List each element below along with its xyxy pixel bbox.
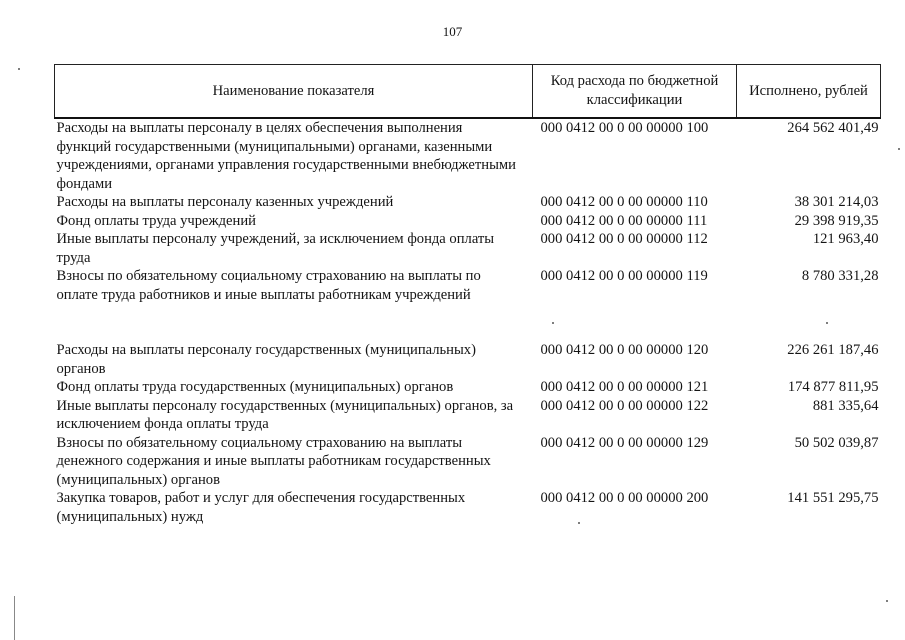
scan-speck	[552, 322, 554, 324]
page-number: 107	[442, 24, 463, 39]
scan-speck	[826, 322, 828, 324]
row-indicator-name: Расходы на выплаты персоналу в целях обеспечения выполнения функций государственными (муниципальными) органами, казенными учреждениями, органами управления государственными внебюджетными фондами	[56, 120, 516, 192]
scan-speck	[898, 148, 900, 150]
row-indicator-name: Закупка товаров, работ и услуг для обеспечения государственных (муниципальных) нужд	[56, 490, 466, 525]
row-budget-code: 000 0412 00 0 00 00000 129	[540, 434, 709, 451]
row-executed-amount: 264 562 401,49	[787, 120, 879, 136]
row-budget-code: 000 0412 00 0 00 00000 200	[540, 490, 709, 506]
row-executed-amount: 226 261 187,46	[787, 342, 879, 358]
row-executed-amount: 121 963,40	[812, 231, 879, 247]
scan-speck	[578, 522, 580, 524]
table-row	[55, 212, 881, 231]
row-budget-code: 000 0412 00 0 00 00000 111	[540, 212, 708, 229]
row-indicator-name: Взносы по обязательному социальному страхованию на выплаты по оплате труда работников и иные выплаты работникам учреждений	[56, 268, 481, 303]
row-budget-code: 000 0412 00 0 00 00000 120	[540, 342, 709, 358]
header-indicator-name: Наименование показателя	[55, 65, 533, 119]
row-indicator-name: Иные выплаты персоналу государственных (муниципальных) органов, за исключением фонда оплаты труда	[56, 397, 514, 432]
scan-speck	[886, 600, 888, 602]
table-row	[55, 341, 881, 378]
table-row	[55, 267, 881, 341]
table-body	[55, 118, 881, 526]
row-executed-amount: 50 502 039,87	[794, 434, 879, 451]
row-executed-amount: 174 877 811,95	[787, 379, 879, 395]
row-indicator-name: Расходы на выплаты персоналу казенных учреждений	[56, 194, 394, 210]
scan-edge-line	[14, 596, 15, 640]
row-indicator-name: Фонд оплаты труда учреждений	[56, 212, 256, 229]
row-indicator-name: Фонд оплаты труда государственных (муниципальных) органов	[56, 379, 454, 395]
row-budget-code: 000 0412 00 0 00 00000 121	[540, 379, 709, 395]
row-indicator-name: Иные выплаты персоналу учреждений, за исключением фонда оплаты труда	[56, 231, 495, 266]
header-budget-code: Код расхода по бюджетной классификации	[533, 65, 737, 119]
row-executed-amount: 141 551 295,75	[787, 490, 879, 506]
row-executed-amount: 8 780 331,28	[801, 268, 879, 284]
table-row	[55, 378, 881, 397]
table-header	[55, 65, 881, 119]
row-budget-code: 000 0412 00 0 00 00000 119	[540, 268, 708, 284]
row-executed-amount: 881 335,64	[812, 397, 879, 414]
table-row	[55, 397, 881, 434]
table-row	[55, 230, 881, 267]
table-row	[55, 193, 881, 212]
header-executed-amount: Исполнено, рублей	[737, 65, 881, 119]
row-executed-amount: 38 301 214,03	[794, 194, 879, 210]
table-row	[55, 118, 881, 193]
row-budget-code: 000 0412 00 0 00 00000 122	[540, 397, 709, 414]
row-budget-code: 000 0412 00 0 00 00000 110	[540, 194, 708, 210]
table-header-row	[55, 65, 881, 119]
table-row	[55, 489, 881, 526]
row-executed-amount: 29 398 919,35	[794, 212, 879, 229]
row-budget-code: 000 0412 00 0 00 00000 112	[540, 231, 708, 247]
row-indicator-name: Взносы по обязательному социальному страхованию на выплаты денежного содержания и иные выплаты работникам государственных (муниципальных) органов	[56, 434, 491, 488]
table-row	[55, 434, 881, 490]
budget-execution-table	[54, 64, 881, 526]
row-budget-code: 000 0412 00 0 00 00000 100	[540, 120, 709, 136]
scan-speck	[18, 68, 20, 70]
row-indicator-name: Расходы на выплаты персоналу государственных (муниципальных) органов	[56, 342, 476, 377]
